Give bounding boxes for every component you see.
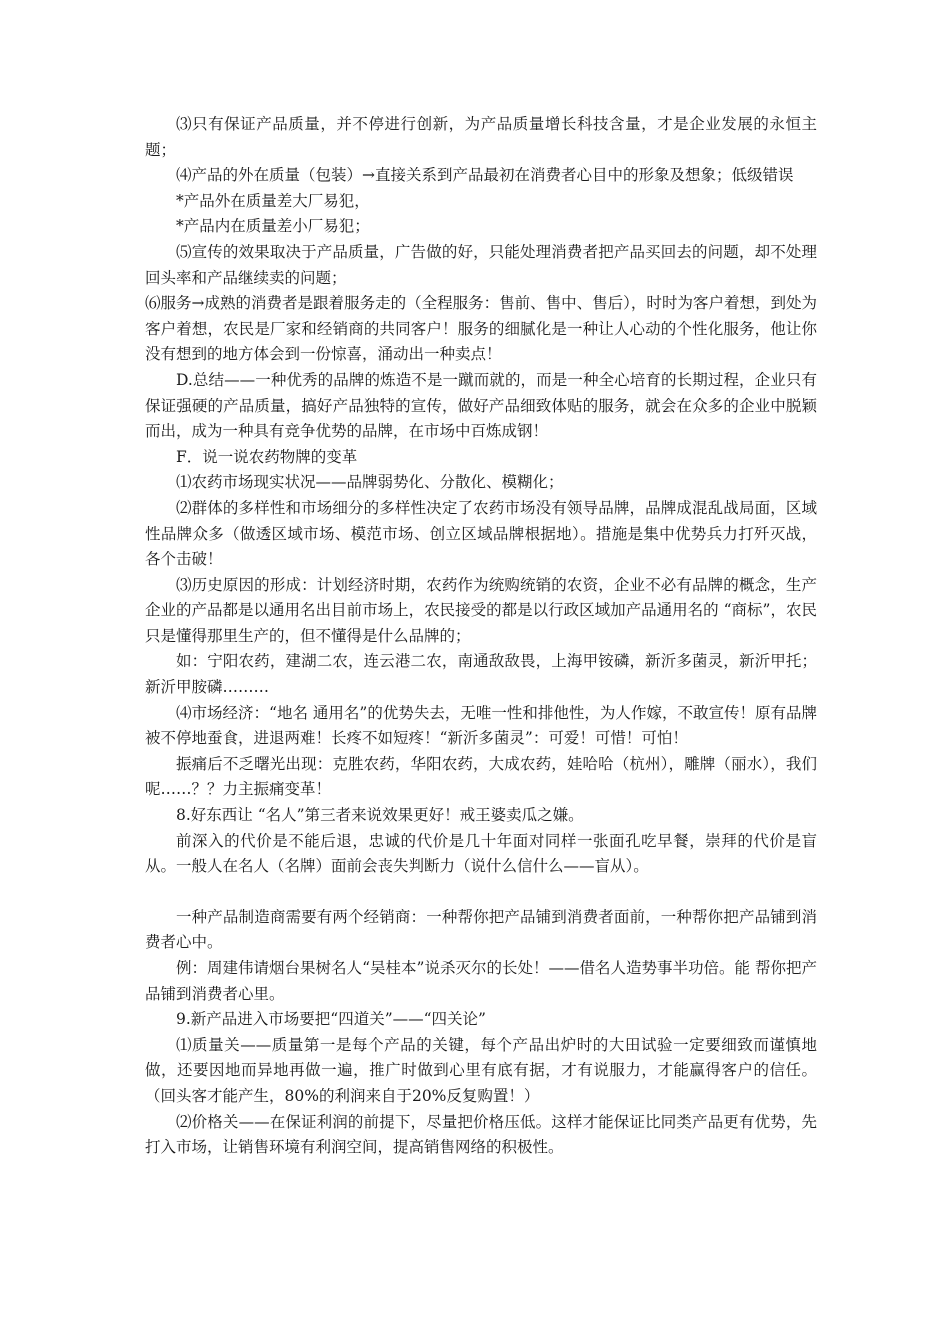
- document-page: [145, 112, 817, 1161]
- paragraph-market-status: ⑴农药市场现实状况——品牌弱势化、分散化、模糊化；: [176, 473, 564, 492]
- paragraph-small-factory-note: *产品内在质量差小厂易犯；: [176, 217, 370, 236]
- paragraph-group-diversity: ⑵群体的多样性和市场细分的多样性决定了农药市场没有领导品牌，品牌成混乱战局面，区域性品牌众多（做透区域市场、模范市场、创立区域品牌根据地）。措施是集中优势兵力打歼灭战，各个击破！: [145, 498, 817, 569]
- paragraph-market-economy: ⑷市场经济：“地名 通用名”的优势失去，无唯一性和排他性，为人作嫁，不敢宣传！原有品牌被不停地蚕食，进退两难！长疼不如短疼！“新沂多菌灵”：可爱！可惜！可怕！: [145, 703, 817, 748]
- paragraph-celebrity-example: 例：周建伟请烟台果树名人“吴桂本”说杀灭尔的长处！——借名人造势事半功倍。能 帮你把产品铺到消费者心里。: [145, 959, 817, 1003]
- paragraph-quality-innovation: ⑶只有保证产品质量，并不停进行创新，为产品质量增长科技含量，才是企业发展的永恒主题；: [145, 115, 817, 159]
- paragraph-external-quality: ⑷产品的外在质量（包装）→直接关系到产品最初在消费者心目中的形象及想象；低级错误: [176, 166, 794, 185]
- section-heading-9: 9.新产品进入市场要把“四道关”——“四关论”: [176, 1010, 486, 1029]
- paragraph-history: ⑶历史原因的形成：计划经济时期，农药作为统购统销的农资，企业不必有品牌的概念，生产企业的产品都是以通用名出目前市场上，农民接受的都是以行政区域加产品通用名的 “商标”，农民只是懂得那里生产的，但不懂得是什么品牌的；: [145, 575, 817, 645]
- paragraph-advertising-effect: ⑸宣传的效果取决于产品质量，广告做的好，只能处理消费者把产品买回去的问题，却不处理回头率和产品继续卖的问题；: [145, 242, 817, 287]
- paragraph-price-gate: ⑵价格关——在保证利润的前提下，尽量把价格压低。这样才能保证比同类产品更有优势，先打入市场，让销售环境有利润空间，提高销售网络的积极性。: [145, 1112, 817, 1157]
- section-heading-f: F．说一说农药物牌的变革: [176, 447, 358, 466]
- paragraph-service: ⑹服务→成熟的消费者是跟着服务走的（全程服务：售前、售中、售后），时时为客户着想，到处为客户着想，农民是厂家和经销商的共同客户！服务的细腻化是一种让人心动的个性化服务，他让你没有想到的地方体会到一份惊喜，涌动出一种卖点！: [145, 294, 817, 364]
- paragraph-two-distributors: 一种产品制造商需要有两个经销商：一种帮你把产品铺到消费者面前，一种帮你把产品铺到消费者心中。: [145, 907, 817, 952]
- paragraph-big-factory-note: *产品外在质量差大厂易犯，: [176, 191, 370, 210]
- section-heading-8: 8.好东西让 “名人”第三者来说效果更好！戒王婆卖瓜之嫌。: [176, 806, 584, 825]
- paragraph-summary-d: D.总结——一种优秀的品牌的炼造不是一蹴而就的，而是一种全心培育的长期过程，企业只有保证强硬的产品质量，搞好产品独特的宣传，做好产品细致体贴的服务，就会在众多的企业中脱颖而出，成为一种具有竞争优势的品牌，在市场中百炼成钢！: [145, 370, 817, 441]
- paragraph-celebrity-cost: 前深入的代价是不能后退，忠诚的代价是几十年面对同样一张面孔吃早餐，崇拜的代价是盲从。一般人在名人（名牌）面前会丧失判断力（说什么信什么——盲从）。: [145, 831, 817, 876]
- paragraph-examples: 如：宁阳农药，建湖二农，连云港二农，南通敌敌畏，上海甲铵磷，新沂多菌灵，新沂甲托；新沂甲胺磷………: [145, 652, 817, 697]
- paragraph-reform: 振痛后不乏曙光出现：克胜农药，华阳农药，大成农药，娃哈哈（杭州），雕牌（丽水），我们呢……？？力主振痛变革！: [145, 754, 817, 799]
- paragraph-quality-gate: ⑴质量关——质量第一是每个产品的关键，每个产品出炉时的大田试验一定要细致而谨慎地做，还要因地而异地再做一遍，推广时做到心里有底有据，才有说服力，才能赢得客户的信任。（回头客才能产生，80%的利润来自于20%反复购置！）: [145, 1035, 817, 1105]
